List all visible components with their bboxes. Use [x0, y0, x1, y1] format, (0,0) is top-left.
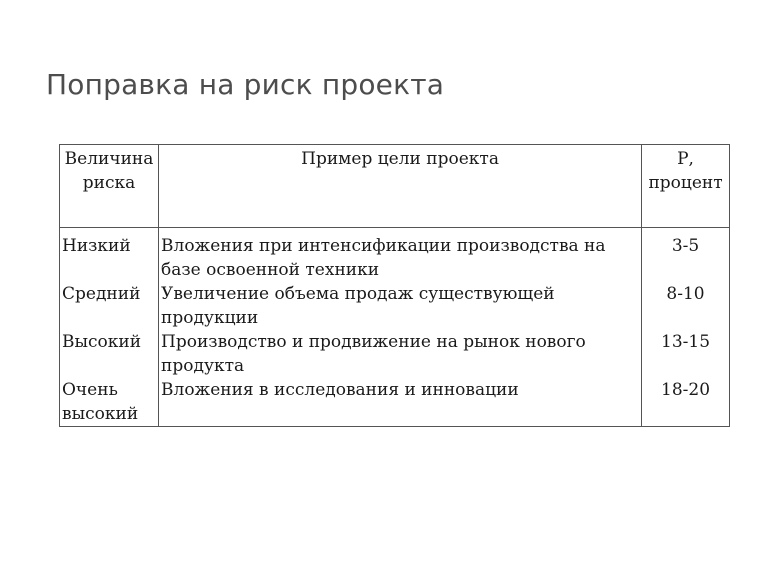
- rate-cell: 13-15: [642, 330, 730, 378]
- project-goal-cell: Производство и продвижение на рынок нового продукта: [159, 330, 642, 378]
- slide-title: Поправка на риск проекта: [46, 68, 445, 101]
- table-body: [60, 228, 730, 427]
- rate-cell: 8-10: [642, 282, 730, 330]
- risk-adjustment-table: [59, 144, 730, 427]
- project-goal-cell: Вложения в исследования и инновации: [159, 378, 642, 427]
- risk-level-cell: Очень высокий: [60, 378, 159, 427]
- header-row: [60, 145, 730, 228]
- table-header: [60, 145, 730, 228]
- rate-cell: 18-20: [642, 378, 730, 427]
- header-rate-percent: Р, процент: [642, 145, 730, 228]
- rate-cell: 3-5: [642, 228, 730, 283]
- project-goal-cell: Увеличение объема продаж существующей продукции: [159, 282, 642, 330]
- table-row: [60, 330, 730, 378]
- table-row: [60, 282, 730, 330]
- header-risk-level: Величина риска: [60, 145, 159, 228]
- project-goal-cell: Вложения при интенсификации производства на базе освоенной техники: [159, 228, 642, 283]
- risk-level-cell: Средний: [60, 282, 159, 330]
- table-row: [60, 378, 730, 427]
- table-row: [60, 228, 730, 283]
- risk-level-cell: Низкий: [60, 228, 159, 283]
- header-project-goal-example: Пример цели проекта: [159, 145, 642, 228]
- risk-level-cell: Высокий: [60, 330, 159, 378]
